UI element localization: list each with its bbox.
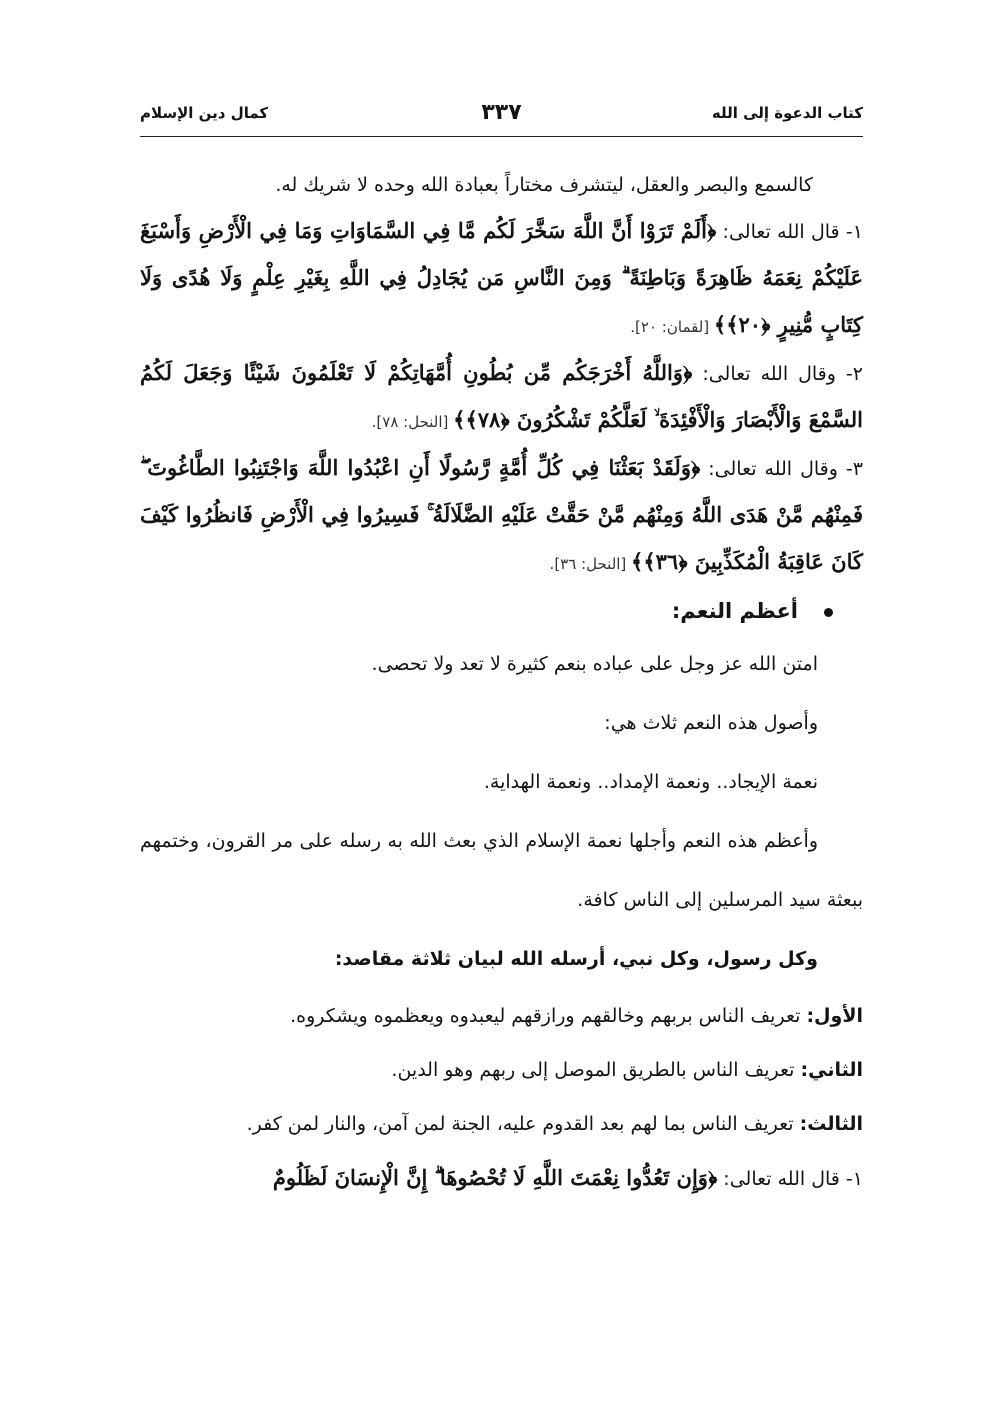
- point-label: الثاني:: [800, 1059, 863, 1081]
- paragraph-4: وأعظم هذه النعم وأجلها نعمة الإسلام الذي بعث الله به رسله على مر القرون، وختمهم ببعثة سيد المرسلين إلى الناس كافة.: [140, 830, 863, 911]
- page-number: ٣٣٧: [481, 100, 522, 125]
- point-text: تعريف الناس بربهم وخالقهم ورازقهم ليعبدوه ويعظموه ويشكروه.: [290, 1005, 807, 1027]
- chapter-title: كمال دين الإسلام: [140, 104, 269, 122]
- header-divider: [140, 136, 863, 137]
- point-label: الأول:: [806, 1005, 863, 1027]
- section-heading: [140, 587, 863, 635]
- book-title: كتاب الدعوة إلى الله: [711, 104, 863, 122]
- verse-reference: [لقمان: ٢٠].: [630, 318, 714, 336]
- point-item-3: [140, 1097, 863, 1151]
- point-item-2: [140, 1043, 863, 1097]
- verse-lead: ١- قال الله تعالى:: [717, 1168, 863, 1190]
- verse-lead: ٢- وقال الله تعالى:: [692, 363, 863, 385]
- paragraph-2: وأصول هذه النعم ثلاث هي:: [604, 712, 818, 734]
- running-header: [140, 100, 863, 130]
- point-label: الثالث:: [799, 1113, 863, 1135]
- section-heading-text: أعظم النعم:: [671, 599, 798, 623]
- verse-item-2: [140, 350, 863, 445]
- quran-verse: ﴿وَإِن تَعُدُّوا نِعْمَتَ اللَّهِ لَا تُحْصُوهَا ۗ إِنَّ الْإِنسَانَ لَظَلُومٌ: [272, 1165, 718, 1190]
- final-verse-item: [140, 1151, 863, 1206]
- paragraph-1: امتن الله عز وجل على عباده بنعم كثيرة لا تعد ولا تحصى.: [371, 653, 818, 675]
- quran-verse: ﴿أَلَمْ تَرَوْا أَنَّ اللَّهَ سَخَّرَ لَكُم مَّا فِي السَّمَاوَاتِ وَمَا فِي الْأَرْضِ وَأَسْبَغَ عَلَيْكُمْ نِعَمَهُ ظَاهِرَةً وَبَاطِنَةً ۗ وَمِنَ النَّاسِ مَن يُجَادِلُ فِي اللَّهِ بِغَيْرِ عِلْمٍ وَلَا هُدًى وَلَا كِتَابٍ مُّنِيرٍ ﴿٢٠﴾﴾: [140, 218, 863, 337]
- paragraph-5: وكل رسول، وكل نبي، أرسله الله لبيان ثلاثة مقاصد:: [334, 948, 818, 970]
- intro-paragraph: كالسمع والبصر والعقل، ليتشرف مختاراً بعبادة الله وحده لا شريك له.: [275, 174, 813, 196]
- point-text: تعريف الناس بما لهم بعد القدوم عليه، الجنة لمن آمن، والنار لمن كفر.: [246, 1113, 800, 1135]
- quran-verse: ﴿وَلَقَدْ بَعَثْنَا فِي كُلِّ أُمَّةٍ رَّسُولًا أَنِ اعْبُدُوا اللَّهَ وَاجْتَنِبُوا الطَّاغُوتَ ۖ فَمِنْهُم مَّنْ هَدَى اللَّهُ وَمِنْهُم مَّنْ حَقَّتْ عَلَيْهِ الضَّلَالَةُ ۚ فَسِيرُوا فِي الْأَرْضِ فَانظُرُوا كَيْفَ كَانَ عَاقِبَةُ الْمُكَذِّبِينَ ﴿٣٦﴾﴾: [140, 455, 863, 574]
- verse-lead: ٣- وقال الله تعالى:: [700, 458, 863, 480]
- verse-item-1: [140, 208, 863, 350]
- verse-item-3: [140, 445, 863, 587]
- point-text: تعريف الناس بالطريق الموصل إلى ربهم وهو الدين.: [391, 1059, 801, 1081]
- paragraph-3: نعمة الإيجاد.. ونعمة الإمداد.. ونعمة الهداية.: [483, 771, 818, 793]
- verse-reference: [النحل: ٣٦].: [549, 555, 632, 573]
- bullet-icon: [824, 608, 833, 617]
- verse-lead: ١- قال الله تعالى:: [716, 221, 863, 243]
- quran-verse: ﴿وَاللَّهُ أَخْرَجَكُم مِّن بُطُونِ أُمَّهَاتِكُمْ لَا تَعْلَمُونَ شَيْئًا وَجَعَلَ لَكُمُ السَّمْعَ وَالْأَبْصَارَ وَالْأَفْئِدَةَ ۙ لَعَلَّكُمْ تَشْكُرُونَ ﴿٧٨﴾﴾: [140, 360, 863, 432]
- verse-reference: [النحل: ٧٨].: [371, 413, 454, 431]
- point-item-1: [140, 989, 863, 1043]
- page-body: [140, 162, 863, 1206]
